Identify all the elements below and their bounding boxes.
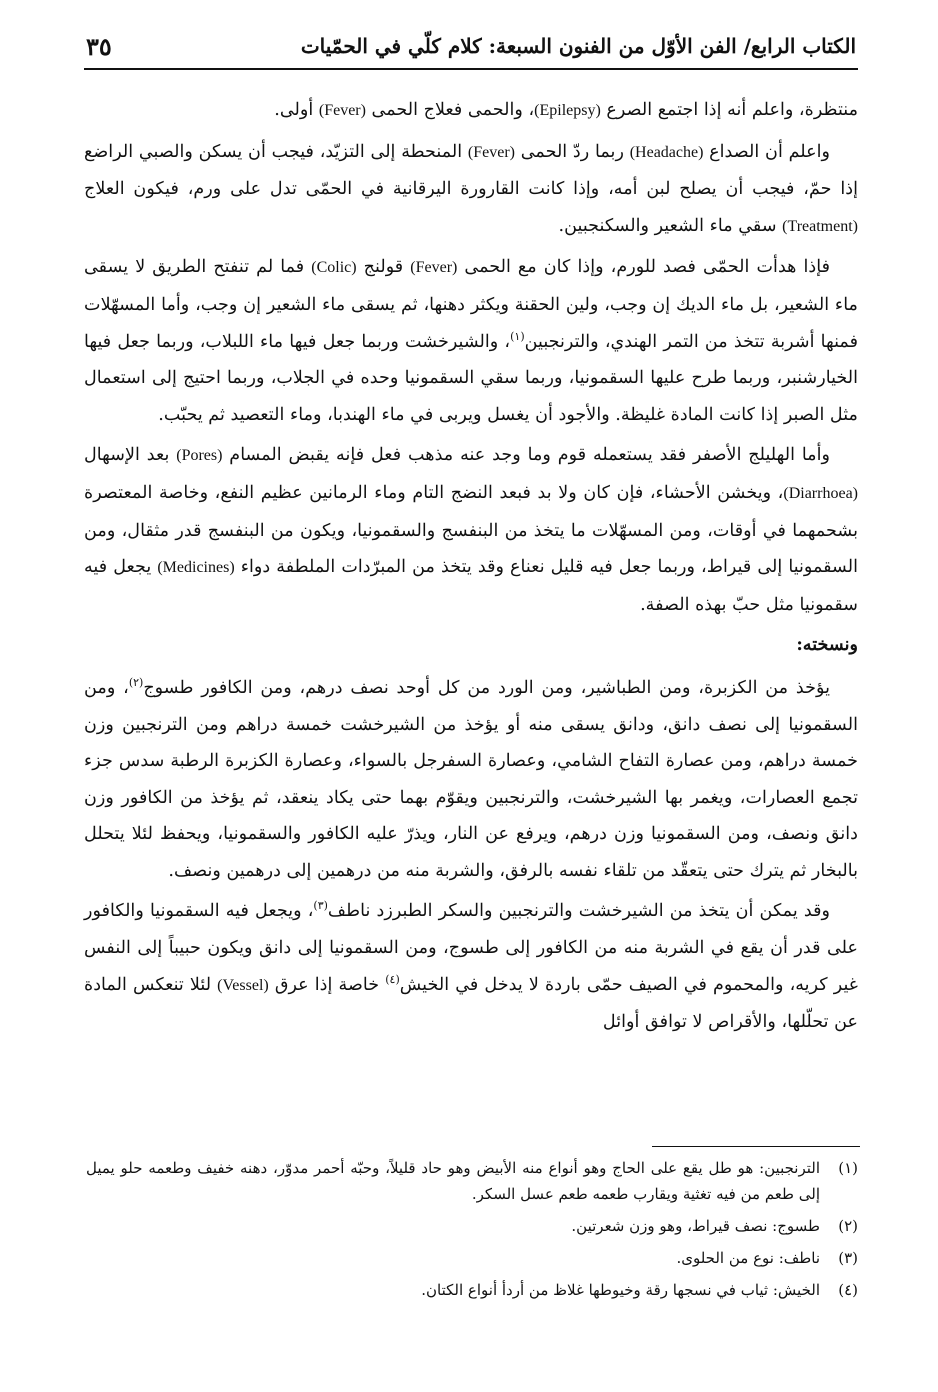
latin-term: (Fever) bbox=[410, 259, 458, 277]
latin-term: (Epilepsy) bbox=[534, 102, 601, 119]
section-subheading: ونسخته: bbox=[796, 634, 858, 656]
footnote bbox=[86, 1155, 858, 1207]
text-run: ربما ردّ الحمى bbox=[520, 141, 624, 162]
latin-term: (Fever) bbox=[467, 143, 515, 161]
footnote-rule bbox=[652, 1146, 860, 1147]
header-rule bbox=[84, 68, 858, 70]
footnote-ref: (١) bbox=[510, 329, 525, 343]
text-run: ، ويخشن الأحشاء، فإن كان ولا بد فبعد النضج التام وماء الرمانين عظيم النفع، وخاصة المعتصرة بشحمهما في أوقات، ومن المسهّلات ما يتخذ من البنفسج والسقمونيا، ويكون من البنفسج قدر مثقال، ومن السقمونيا إلى قيراط، وربما جعل فيه قليل نعناع وقد يتخذ من المبرّدات الملطفة دواء bbox=[84, 482, 858, 578]
running-title: الكتاب الرابع/ الفن الأوّل من الفنون السبعة: كلام كلّي في الحمّيات bbox=[300, 34, 856, 58]
main-text bbox=[84, 92, 858, 1045]
text-run: لئلا تنعكس المادة عن تحلّلها، والأقراص لا توافق أوائل bbox=[84, 974, 858, 1033]
paragraph bbox=[84, 249, 858, 433]
paragraph bbox=[84, 437, 858, 623]
footnote-ref: (٣) bbox=[313, 899, 328, 913]
text-run: المنحطة إلى التزيّد، فيجب أن يسكن والصبي الراضع إذا حمّ، فيجب أن يصلح لبن أمه، وإذا كانت القارورة اليرقانية في الحمّى تدل على ورم، فيكون العلاج bbox=[84, 141, 858, 200]
footnote-text: الخيش: ثياب في نسجها رقة وخيوطها غلاظ من أردأ أنواع الكتان. bbox=[421, 1281, 820, 1299]
footnote-text: ناطف: نوع من الحلوى. bbox=[676, 1249, 820, 1267]
latin-term: (Diarrhoea) bbox=[783, 484, 858, 502]
text-run: وأما الهليلج الأصفر فقد يستعمله قوم وما وجد عنه مذهب فعل فإنه يقبض المسام bbox=[229, 445, 830, 466]
footnote-text: الترنجبين: هو طل يقع على الحاج وهو أنواع منه الأبيض وهو حاد قليلاً، وحبّه أحمر مدوّر، دهنه خفيف وطعمه حلو يميل إلى طعم من فيه تغثية ويقارب طعمه طعم عسل السكر. bbox=[86, 1159, 820, 1203]
page-number: ٣٥ bbox=[86, 32, 112, 61]
footnotes bbox=[86, 1155, 858, 1309]
running-header bbox=[86, 34, 856, 68]
footnote-number: (٢) bbox=[838, 1217, 858, 1235]
paragraph bbox=[84, 92, 858, 130]
footnote-text: طسوج: نصف قيراط، وهو وزن شعرتين. bbox=[571, 1217, 820, 1235]
footnote-number: (٤) bbox=[838, 1281, 858, 1299]
text-run: ، والشيرخشت وربما جعل فيها ماء اللبلاب، وربما جعل فيها الخيارشنبر، وربما طرح عليها السقمونيا، وربما سقي السقمونيا وحده في الجلاب، وربما احتيج إلى استعمال مثل الصبر إذا كانت المادة غليظة. والأجود أن يغسل ويربى في ماء الهندبا، وماء التعصيد ثم يحبّب. bbox=[84, 331, 858, 425]
text-run: فإذا هدأت الحمّى فصد للورم، وإذا كان مع الحمى bbox=[464, 257, 831, 278]
footnote-ref: (٢) bbox=[128, 676, 144, 690]
latin-term: (Colic) bbox=[311, 259, 357, 277]
text-run: ، ويجعل فيه السقمونيا والكافور على قدر أن يقع في الشربة منه من الكافور إلى طسوج، ومن السقمونيا إلى دانق ويكون حبيباً إلى النفس غير كريه، والمحموم في الصيف حمّى باردة لا يدخل في الخيش bbox=[84, 901, 858, 995]
text-run: واعلم أن الصداع bbox=[709, 141, 831, 162]
text-run: ، والحمى فعلاج الحمى bbox=[371, 100, 535, 120]
footnote bbox=[86, 1277, 858, 1303]
paragraph bbox=[84, 670, 858, 890]
text-run: وقد يمكن أن يتخذ من الشيرخشت والترنجبين والسكر الطبرزد ناطف bbox=[327, 901, 830, 922]
text-run: بعد الإسهال bbox=[84, 445, 170, 466]
latin-term: (Pores) bbox=[176, 447, 223, 465]
footnote bbox=[86, 1245, 858, 1271]
footnote-number: (٣) bbox=[838, 1249, 858, 1267]
latin-term: (Treatment) bbox=[782, 217, 858, 235]
text-run: خاصة إذا عرق bbox=[274, 974, 380, 995]
text-run: منتظرة، واعلم أنه إذا اجتمع الصرع bbox=[606, 100, 858, 120]
text-run: يؤخذ من الكزبرة، ومن الطباشير، ومن الورد من كل أوحد نصف درهم، ومن الكافور طسوج bbox=[143, 677, 830, 698]
paragraph bbox=[84, 134, 858, 246]
text-run: أولى. bbox=[274, 100, 314, 120]
text-run: يجعل فيه سقمونيا مثل حبّ بهذه الصفة. bbox=[84, 557, 858, 615]
footnote-number: (١) bbox=[838, 1159, 858, 1177]
text-run: سقي ماء الشعير والسكنجبين. bbox=[558, 215, 777, 236]
footnote bbox=[86, 1213, 858, 1239]
latin-term: (Medicines) bbox=[157, 559, 235, 577]
latin-term: (Fever) bbox=[318, 102, 366, 119]
latin-term: (Headache) bbox=[629, 143, 704, 161]
text-run: قولنج bbox=[363, 257, 404, 278]
text-run: فما لم تنفتح الطريق لا يسقى ماء الشعير، بل ماء الديك إن وجب، ولين الحقنة ويكثر دهنها، ثم يسقى ماء الشعير إن وجب، وأما المسهّلات فمنها أشربة تتخذ من التمر الهندي، والترنجبين bbox=[84, 257, 859, 352]
paragraph bbox=[84, 893, 858, 1040]
footnote-ref: (٤) bbox=[385, 972, 400, 986]
latin-term: (Vessel) bbox=[217, 976, 269, 994]
text-run: ، ومن السقمونيا إلى نصف دانق، ودانق يسقى منه أو يؤخذ من الشيرخشت خمسة دراهم ومن الترنجبين وزن خمسة دراهم، ومن عصارة التفاح الشامي، وعصارة السفرجل بالسواء، وعصارة الكزبرة الرطبة سدس جزء تجمع العصارات، ويغمر بها الشيرخشت، والترنجبين ويقوّم بهما حتى يكاد ينعقد، ثم يؤخذ من الكافور وزن دانق ونصف، ومن السقمونيا وزن درهم، ويرفع عن النار، ويذرّ عليه الكافور والسقمونيا، ويحفظ لئلا يتحلل بالبخار ثم يترك حتى يتعقّد من تلقاء نفسه بالرفق، والشربة منه من درهمين إلى درهمين ونصف. bbox=[84, 677, 858, 881]
